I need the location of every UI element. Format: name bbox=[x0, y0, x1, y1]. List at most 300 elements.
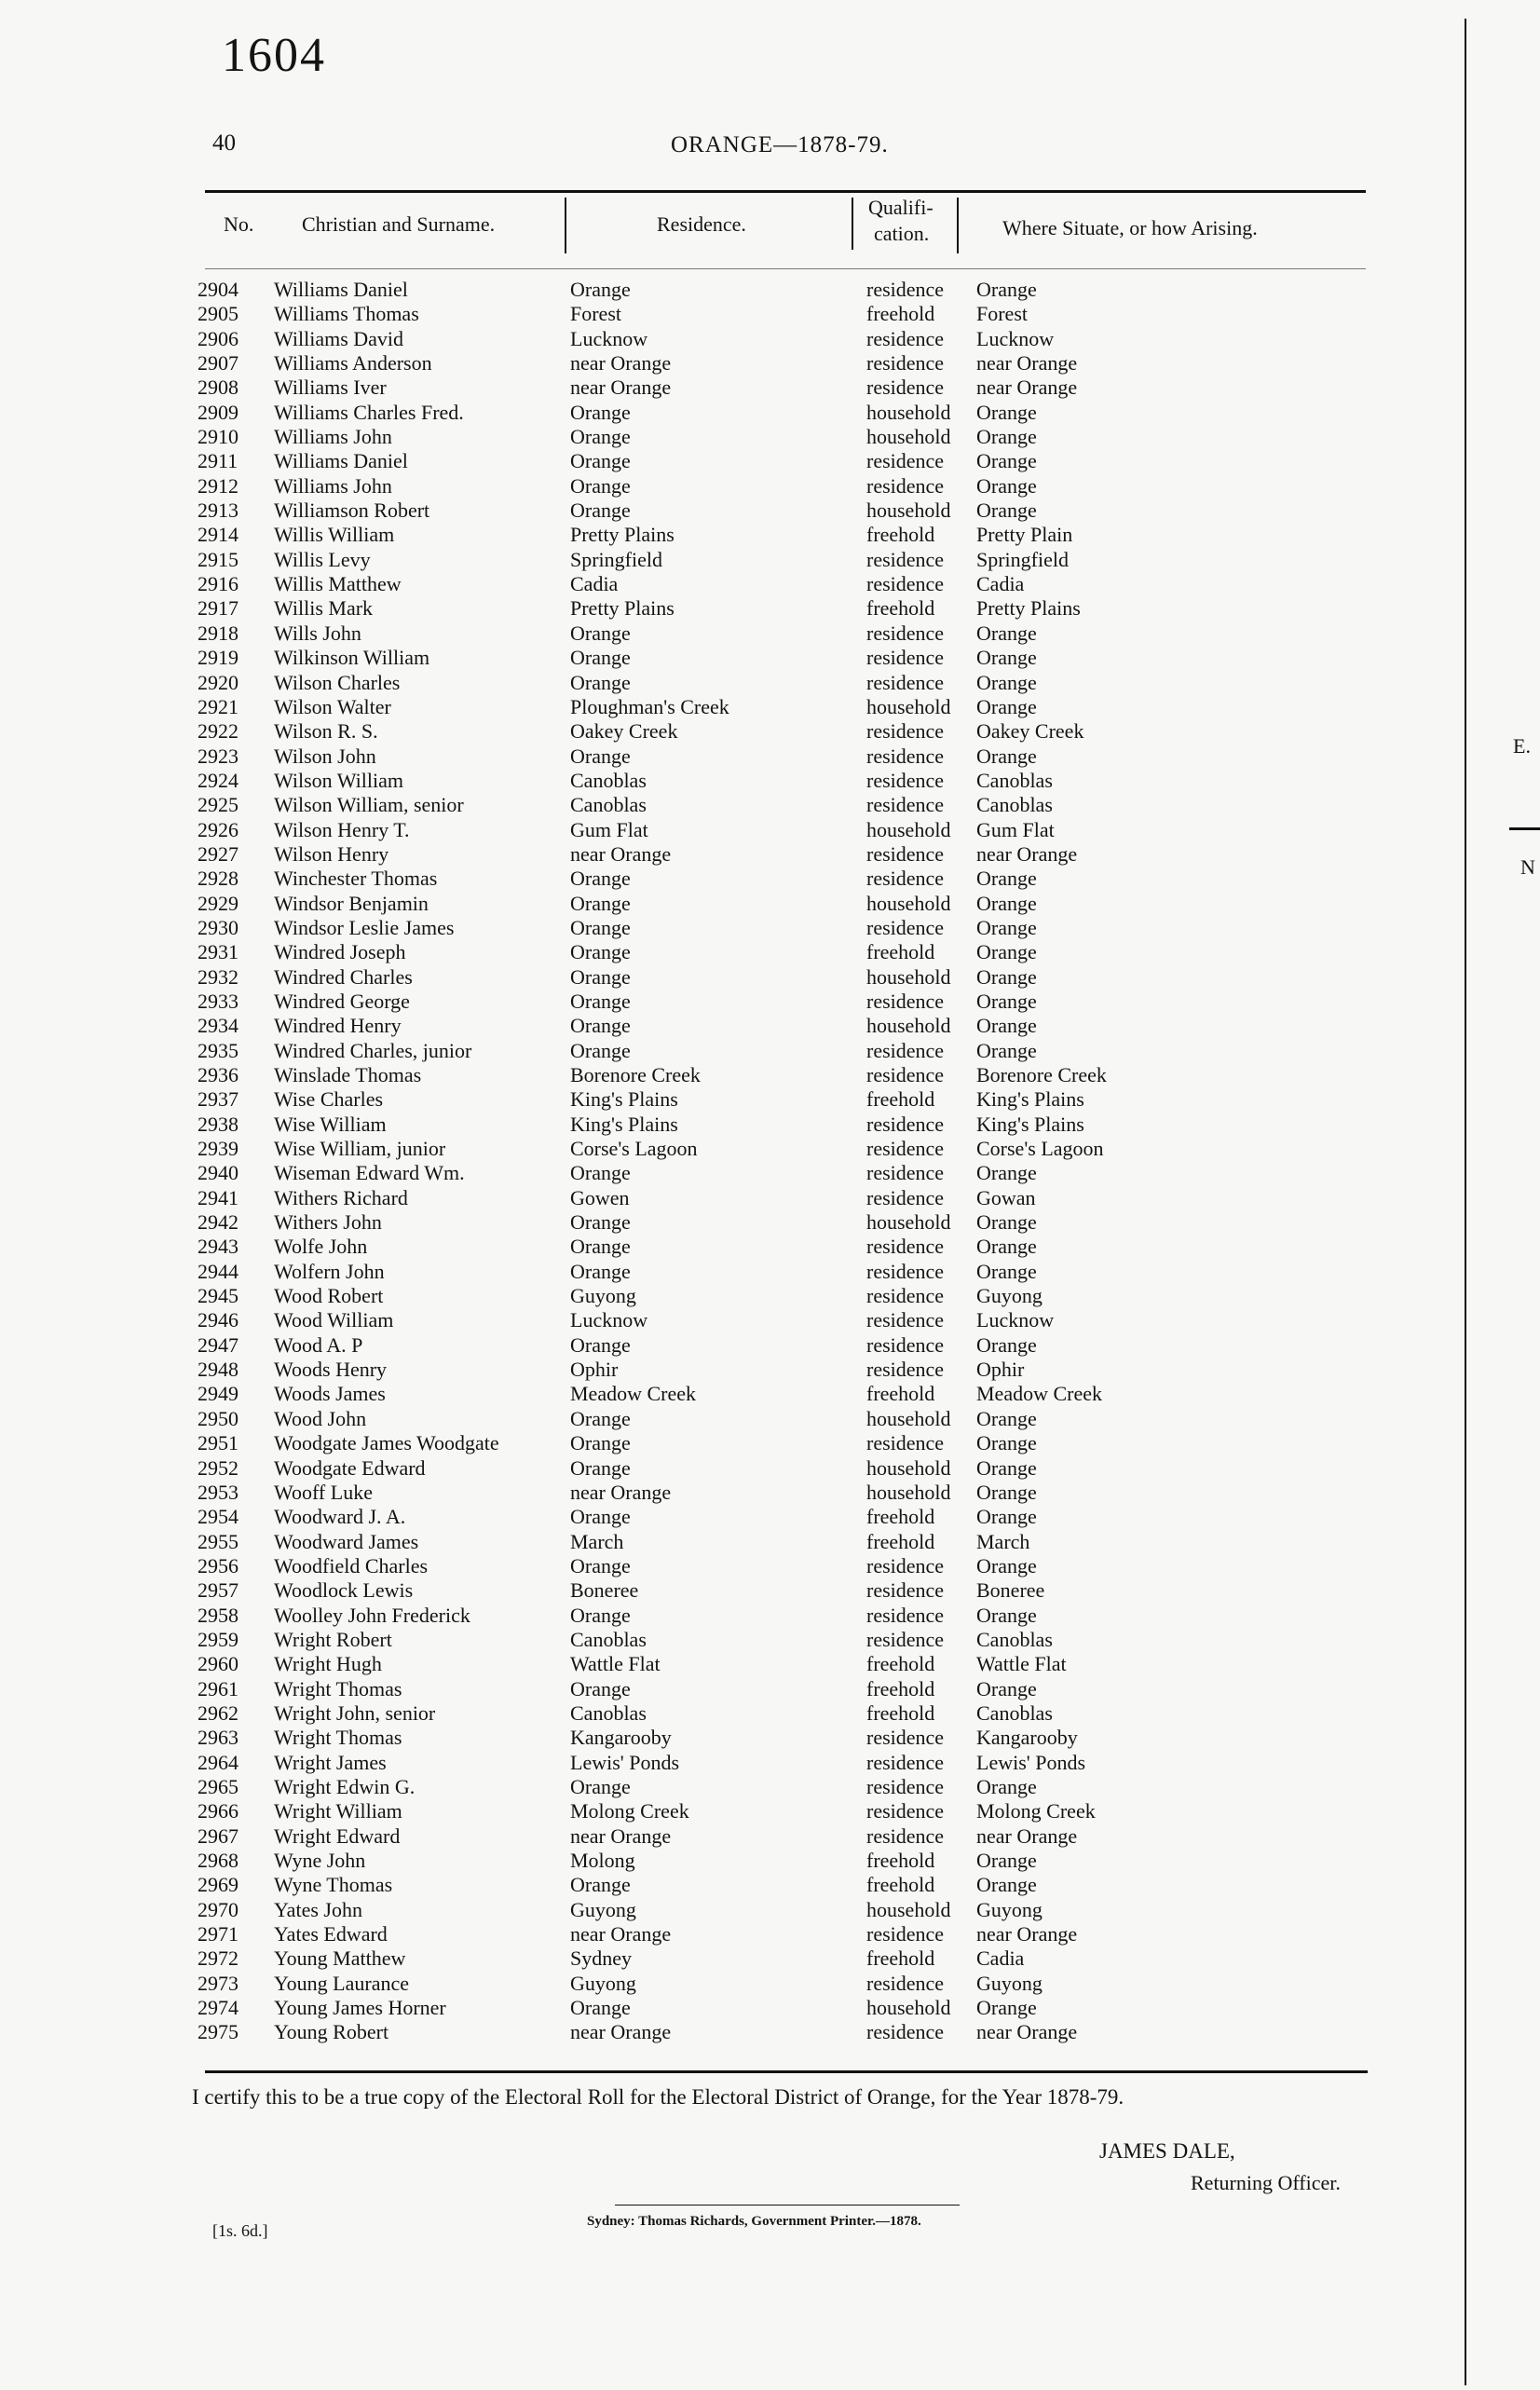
table-row bbox=[198, 572, 1371, 596]
voter-where-situate: Orange bbox=[976, 646, 1037, 670]
voter-where-situate: Orange bbox=[976, 1849, 1037, 1872]
voter-qualification: residence bbox=[866, 768, 945, 792]
voter-name: Williams Iver bbox=[274, 376, 387, 400]
page-title: ORANGE—1878-79. bbox=[671, 132, 889, 157]
voter-qualification: household bbox=[866, 1014, 951, 1038]
voter-where-situate: Orange bbox=[976, 989, 1037, 1013]
voter-qualification: residence bbox=[866, 1971, 945, 1995]
voter-qualification: residence bbox=[866, 1750, 945, 1774]
voter-number: 2948 bbox=[198, 1358, 238, 1382]
table-row bbox=[198, 1824, 1371, 1849]
voter-name: Wolfe John bbox=[274, 1235, 368, 1259]
voter-name: Williamson Robert bbox=[274, 498, 430, 523]
table-row bbox=[198, 1505, 1371, 1529]
voter-number: 2962 bbox=[198, 1700, 238, 1725]
voter-residence: Orange bbox=[570, 867, 631, 891]
voter-qualification: household bbox=[866, 1480, 951, 1504]
voter-where-situate: Guyong bbox=[976, 1284, 1043, 1308]
voter-where-situate: Canoblas bbox=[976, 768, 1053, 792]
voter-where-situate: near Orange bbox=[976, 1922, 1078, 1946]
certification-text: I certify this to be a true copy of the Electoral Roll for the Electoral District of Orange, for the Year 1878-79. bbox=[192, 2085, 1124, 2109]
voter-name: Williams David bbox=[274, 326, 404, 350]
voter-name: Winslade Thomas bbox=[274, 1063, 422, 1086]
adjacent-page-line bbox=[1465, 19, 1466, 2385]
voter-where-situate: near Orange bbox=[976, 1823, 1078, 1848]
voter-number: 2935 bbox=[198, 1038, 238, 1062]
voter-qualification: household bbox=[866, 964, 951, 989]
printer-rule bbox=[615, 2205, 960, 2206]
voter-where-situate: King's Plains bbox=[976, 1087, 1084, 1112]
table-header bbox=[205, 192, 1365, 266]
voter-number: 2932 bbox=[198, 964, 238, 989]
voter-qualification: residence bbox=[866, 1235, 945, 1259]
voter-name: Yates John bbox=[274, 1897, 362, 1921]
header-name: Christian and Surname. bbox=[302, 212, 496, 236]
voter-residence: near Orange bbox=[570, 1823, 672, 1848]
voter-qualification: household bbox=[866, 817, 951, 841]
voter-name: Williams Anderson bbox=[274, 351, 432, 376]
voter-where-situate: Kangarooby bbox=[976, 1726, 1078, 1750]
table-row bbox=[198, 1628, 1371, 1652]
voter-where-situate: Ophir bbox=[976, 1358, 1025, 1382]
voter-name: Woodlock Lewis bbox=[274, 1578, 414, 1603]
voter-qualification: residence bbox=[866, 1137, 945, 1161]
voter-residence: Ophir bbox=[570, 1358, 619, 1382]
voter-name: Wolfern John bbox=[274, 1259, 385, 1283]
table-row bbox=[198, 646, 1371, 670]
voter-name: Windsor Benjamin bbox=[274, 891, 429, 915]
voter-where-situate: Springfield bbox=[976, 547, 1069, 571]
voter-residence: Pretty Plains bbox=[570, 596, 675, 621]
voter-where-situate: Orange bbox=[976, 1235, 1037, 1259]
voter-residence: Borenore Creek bbox=[570, 1063, 701, 1086]
voter-qualification: residence bbox=[866, 1185, 945, 1209]
adjacent-page-edge bbox=[1461, 0, 1540, 2390]
voter-residence: Springfield bbox=[570, 547, 662, 571]
voter-residence: Orange bbox=[570, 1038, 631, 1062]
table-row bbox=[198, 1382, 1371, 1406]
voter-where-situate: Orange bbox=[976, 1603, 1037, 1627]
voter-number: 2971 bbox=[198, 1922, 238, 1946]
signer-name: JAMES DALE, bbox=[1099, 2139, 1235, 2163]
voter-name: Woodward J. A. bbox=[274, 1505, 406, 1529]
voter-name: Willis Matthew bbox=[274, 572, 402, 596]
voter-name: Wiseman Edward Wm. bbox=[274, 1161, 465, 1185]
voter-number: 2915 bbox=[198, 547, 238, 571]
voter-name: Windsor Leslie James bbox=[274, 915, 455, 939]
table-row bbox=[198, 1972, 1371, 1996]
table-row bbox=[198, 1063, 1371, 1087]
header-qualification-2: cation. bbox=[874, 222, 930, 245]
table-row bbox=[198, 1996, 1371, 2020]
header-divider-2 bbox=[852, 198, 853, 250]
voter-qualification: residence bbox=[866, 646, 945, 670]
voter-residence: Orange bbox=[570, 1774, 631, 1798]
table-row bbox=[198, 2020, 1371, 2044]
voter-number: 2957 bbox=[198, 1578, 238, 1603]
voter-qualification: residence bbox=[866, 1284, 945, 1308]
header-where: Where Situate, or how Arising. bbox=[1002, 216, 1258, 239]
voter-residence: Orange bbox=[570, 1676, 631, 1700]
voter-name: Woods Henry bbox=[274, 1358, 388, 1382]
voter-residence: Orange bbox=[570, 1210, 631, 1235]
table-row bbox=[198, 1799, 1371, 1823]
voter-residence: Orange bbox=[570, 891, 631, 915]
voter-number: 2974 bbox=[198, 1996, 238, 2020]
voter-residence: Orange bbox=[570, 1505, 631, 1529]
voter-number: 2961 bbox=[198, 1676, 238, 1700]
adjacent-page-rule bbox=[1509, 827, 1540, 830]
table-row bbox=[198, 671, 1371, 695]
table-row bbox=[198, 916, 1371, 940]
table-row bbox=[198, 1652, 1371, 1676]
voter-where-situate: Orange bbox=[976, 891, 1037, 915]
table-row bbox=[198, 474, 1371, 498]
table-row bbox=[198, 1922, 1371, 1946]
table-row bbox=[198, 1578, 1371, 1603]
table-row bbox=[198, 1235, 1371, 1259]
voter-qualification: residence bbox=[866, 1161, 945, 1185]
table-row bbox=[198, 867, 1371, 891]
voter-name: Wright Hugh bbox=[274, 1652, 382, 1676]
signer-title: Returning Officer. bbox=[1191, 2171, 1341, 2194]
voter-where-situate: Guyong bbox=[976, 1897, 1043, 1921]
voter-residence: Orange bbox=[570, 1455, 631, 1480]
voter-number: 2920 bbox=[198, 670, 238, 694]
table-row bbox=[198, 1333, 1371, 1358]
voter-number: 2946 bbox=[198, 1308, 238, 1332]
table-row bbox=[198, 990, 1371, 1014]
voter-where-situate: Forest bbox=[976, 302, 1028, 326]
table-row bbox=[198, 1087, 1371, 1112]
voter-where-situate: Orange bbox=[976, 867, 1037, 891]
voter-name: Windred George bbox=[274, 989, 410, 1013]
table-row bbox=[198, 278, 1371, 302]
table-row bbox=[198, 401, 1371, 425]
voter-residence: Forest bbox=[570, 302, 621, 326]
voter-number: 2945 bbox=[198, 1284, 238, 1308]
voter-residence: Orange bbox=[570, 915, 631, 939]
voter-where-situate: Orange bbox=[976, 1455, 1037, 1480]
voter-name: Young Laurance bbox=[274, 1971, 410, 1995]
voter-residence: Orange bbox=[570, 964, 631, 989]
voter-number: 2930 bbox=[198, 915, 238, 939]
voter-name: Windred Charles, junior bbox=[274, 1038, 472, 1062]
voter-number: 2919 bbox=[198, 646, 238, 670]
voter-name: Wright William bbox=[274, 1799, 402, 1823]
voter-residence: Orange bbox=[570, 670, 631, 694]
voter-where-situate: near Orange bbox=[976, 351, 1078, 376]
voter-residence: March bbox=[570, 1529, 624, 1553]
table-row bbox=[198, 548, 1371, 572]
voter-where-situate: Pretty Plain bbox=[976, 523, 1073, 547]
voter-name: Windred Charles bbox=[274, 964, 413, 989]
voter-number: 2931 bbox=[198, 940, 238, 964]
voter-name: Wright John, senior bbox=[274, 1700, 436, 1725]
voter-residence: Orange bbox=[570, 1014, 631, 1038]
header-no: No. bbox=[224, 212, 254, 236]
voter-name: Wood John bbox=[274, 1406, 367, 1430]
voter-number: 2925 bbox=[198, 793, 238, 817]
voter-number: 2910 bbox=[198, 425, 238, 449]
table-row bbox=[198, 892, 1371, 916]
voter-name: Williams John bbox=[274, 425, 392, 449]
voter-number: 2953 bbox=[198, 1480, 238, 1504]
voter-number: 2944 bbox=[198, 1259, 238, 1283]
table-row bbox=[198, 1849, 1371, 1873]
page-number: 40 bbox=[212, 130, 236, 156]
header-qualification-1: Qualifi- bbox=[868, 196, 934, 219]
voter-qualification: freehold bbox=[866, 596, 935, 621]
voter-where-situate: Orange bbox=[976, 1676, 1037, 1700]
voter-qualification: freehold bbox=[866, 1849, 935, 1872]
voter-number: 2916 bbox=[198, 572, 238, 596]
voter-number: 2929 bbox=[198, 891, 238, 915]
voter-where-situate: Orange bbox=[976, 1406, 1037, 1430]
voter-residence: Orange bbox=[570, 1406, 631, 1430]
table-row bbox=[198, 1481, 1371, 1505]
voter-residence: Molong bbox=[570, 1849, 635, 1872]
voter-qualification: freehold bbox=[866, 940, 935, 964]
voter-where-situate: Orange bbox=[976, 278, 1037, 301]
table-row bbox=[198, 1898, 1371, 1922]
table-row bbox=[198, 1407, 1371, 1431]
voter-qualification: residence bbox=[866, 1799, 945, 1823]
voter-number: 2970 bbox=[198, 1897, 238, 1921]
voter-name: Wyne John bbox=[274, 1849, 366, 1872]
voter-residence: Wattle Flat bbox=[570, 1652, 661, 1676]
voter-name: Wyne Thomas bbox=[274, 1873, 393, 1897]
voter-qualification: residence bbox=[866, 1358, 945, 1382]
voter-where-situate: Orange bbox=[976, 473, 1037, 498]
voter-residence: Orange bbox=[570, 1553, 631, 1577]
voter-qualification: residence bbox=[866, 1038, 945, 1062]
voter-residence: Orange bbox=[570, 1332, 631, 1357]
voter-residence: Orange bbox=[570, 449, 631, 473]
voter-where-situate: Orange bbox=[976, 1161, 1037, 1185]
voter-number: 2943 bbox=[198, 1235, 238, 1259]
voter-where-situate: Orange bbox=[976, 1553, 1037, 1577]
voter-name: Wood Robert bbox=[274, 1284, 384, 1308]
voter-number: 2952 bbox=[198, 1455, 238, 1480]
voter-where-situate: Orange bbox=[976, 498, 1037, 523]
voter-qualification: residence bbox=[866, 2020, 945, 2044]
voter-residence: Orange bbox=[570, 1996, 631, 2020]
voter-where-situate: Orange bbox=[976, 915, 1037, 939]
voter-number: 2951 bbox=[198, 1431, 238, 1455]
voter-qualification: residence bbox=[866, 915, 945, 939]
voter-number: 2975 bbox=[198, 2020, 238, 2044]
voter-number: 2924 bbox=[198, 768, 238, 792]
voter-name: Willis William bbox=[274, 523, 395, 547]
voter-name: Wilson John bbox=[274, 744, 376, 768]
voter-residence: near Orange bbox=[570, 2020, 672, 2044]
voter-residence: Canoblas bbox=[570, 1627, 647, 1651]
voter-where-situate: Cadia bbox=[976, 1946, 1025, 1971]
voter-where-situate: Lucknow bbox=[976, 326, 1055, 350]
voter-qualification: residence bbox=[866, 621, 945, 645]
voter-residence: Orange bbox=[570, 425, 631, 449]
voter-where-situate: March bbox=[976, 1529, 1030, 1553]
voter-qualification: residence bbox=[866, 1063, 945, 1086]
voter-name: Woodfield Charles bbox=[274, 1553, 429, 1577]
voter-name: Williams Daniel bbox=[274, 449, 408, 473]
voter-qualification: residence bbox=[866, 326, 945, 350]
voter-name: Woodgate Edward bbox=[274, 1455, 426, 1480]
table-row bbox=[198, 940, 1371, 964]
voter-residence: Orange bbox=[570, 621, 631, 645]
voter-name: Woodward James bbox=[274, 1529, 419, 1553]
voter-residence: Orange bbox=[570, 744, 631, 768]
voter-qualification: residence bbox=[866, 744, 945, 768]
voter-name: Woods James bbox=[274, 1382, 386, 1406]
voter-residence: Guyong bbox=[570, 1284, 636, 1308]
voter-residence: Orange bbox=[570, 473, 631, 498]
voter-name: Wright Robert bbox=[274, 1627, 392, 1651]
voter-qualification: freehold bbox=[866, 302, 935, 326]
voter-number: 2941 bbox=[198, 1185, 238, 1209]
voter-name: Wilson Charles bbox=[274, 670, 401, 694]
table-row bbox=[198, 621, 1371, 646]
voter-where-situate: Orange bbox=[976, 964, 1037, 989]
voter-residence: Orange bbox=[570, 400, 631, 424]
table-row bbox=[198, 1946, 1371, 1971]
voter-residence: Canoblas bbox=[570, 793, 647, 817]
voter-residence: Orange bbox=[570, 278, 631, 301]
voter-where-situate: King's Plains bbox=[976, 1112, 1084, 1136]
voter-residence: Orange bbox=[570, 1235, 631, 1259]
table-row bbox=[198, 1358, 1371, 1382]
voter-number: 2936 bbox=[198, 1063, 238, 1086]
voter-where-situate: Cadia bbox=[976, 572, 1025, 596]
voter-qualification: residence bbox=[866, 547, 945, 571]
voter-number: 2923 bbox=[198, 744, 238, 768]
voter-qualification: residence bbox=[866, 572, 945, 596]
voter-name: Wills John bbox=[274, 621, 361, 645]
table-row bbox=[198, 719, 1371, 744]
voter-number: 2942 bbox=[198, 1210, 238, 1235]
voter-name: Wise William bbox=[274, 1112, 387, 1136]
voter-where-situate: Orange bbox=[976, 1431, 1037, 1455]
voter-qualification: residence bbox=[866, 1112, 945, 1136]
voter-residence: Gum Flat bbox=[570, 817, 648, 841]
voter-number: 2908 bbox=[198, 376, 238, 400]
voter-name: Woolley John Frederick bbox=[274, 1603, 470, 1627]
voter-name: Wright Edwin G. bbox=[274, 1774, 416, 1798]
table-row bbox=[198, 965, 1371, 990]
voter-residence: Orange bbox=[570, 1873, 631, 1897]
adjacent-page-fragment-e: E. bbox=[1513, 734, 1531, 758]
voter-name: Williams Thomas bbox=[274, 302, 419, 326]
header-divider-3 bbox=[957, 198, 959, 253]
voter-number: 2966 bbox=[198, 1799, 238, 1823]
voter-qualification: residence bbox=[866, 351, 945, 376]
voter-qualification: household bbox=[866, 1406, 951, 1430]
voter-residence: Canoblas bbox=[570, 768, 647, 792]
price-label: [1s. 6d.] bbox=[212, 2221, 268, 2240]
voter-residence: Orange bbox=[570, 1431, 631, 1455]
table-row bbox=[198, 793, 1371, 817]
voter-residence: Pretty Plains bbox=[570, 523, 675, 547]
voter-qualification: residence bbox=[866, 841, 945, 866]
voter-qualification: residence bbox=[866, 1553, 945, 1577]
table-row bbox=[198, 1456, 1371, 1481]
voter-qualification: household bbox=[866, 498, 951, 523]
voter-qualification: residence bbox=[866, 670, 945, 694]
table-row bbox=[198, 842, 1371, 867]
voter-qualification: residence bbox=[866, 1259, 945, 1283]
voter-qualification: residence bbox=[866, 867, 945, 891]
table-row bbox=[198, 1554, 1371, 1578]
voter-qualification: household bbox=[866, 400, 951, 424]
voter-qualification: residence bbox=[866, 1922, 945, 1946]
voter-number: 2926 bbox=[198, 817, 238, 841]
voter-qualification: household bbox=[866, 1996, 951, 2020]
printer-imprint: Sydney: Thomas Richards, Government Printer.—1878. bbox=[587, 2214, 921, 2229]
voter-qualification: household bbox=[866, 891, 951, 915]
voter-residence: Guyong bbox=[570, 1897, 636, 1921]
table-row bbox=[198, 376, 1371, 400]
voter-number: 2964 bbox=[198, 1750, 238, 1774]
voter-number: 2912 bbox=[198, 473, 238, 498]
table-row bbox=[198, 1308, 1371, 1332]
voter-name: Wilson Walter bbox=[274, 694, 391, 718]
voter-name: Wilson William, senior bbox=[274, 793, 464, 817]
voter-name: Williams John bbox=[274, 473, 392, 498]
voter-name: Windred Henry bbox=[274, 1014, 402, 1038]
voter-where-situate: Canoblas bbox=[976, 793, 1053, 817]
voter-where-situate: Wattle Flat bbox=[976, 1652, 1067, 1676]
voter-number: 2968 bbox=[198, 1849, 238, 1872]
voter-where-situate: Orange bbox=[976, 1996, 1037, 2020]
archive-stamp-number: 1604 bbox=[222, 29, 326, 82]
voter-qualification: residence bbox=[866, 989, 945, 1013]
voter-name: Wilkinson William bbox=[274, 646, 430, 670]
table-row bbox=[198, 769, 1371, 793]
voter-qualification: household bbox=[866, 1897, 951, 1921]
voter-name: Willis Mark bbox=[274, 596, 374, 621]
voter-number: 2956 bbox=[198, 1553, 238, 1577]
voter-qualification: residence bbox=[866, 1431, 945, 1455]
voter-where-situate: Orange bbox=[976, 1480, 1037, 1504]
voter-where-situate: Orange bbox=[976, 621, 1037, 645]
table-row bbox=[198, 1775, 1371, 1799]
voter-residence: near Orange bbox=[570, 351, 672, 376]
voter-residence: near Orange bbox=[570, 376, 672, 400]
voter-qualification: freehold bbox=[866, 1946, 935, 1971]
voter-residence: Cadia bbox=[570, 572, 619, 596]
voter-where-situate: Orange bbox=[976, 670, 1037, 694]
voter-where-situate: Orange bbox=[976, 1210, 1037, 1235]
table-row bbox=[198, 523, 1371, 547]
voter-number: 2973 bbox=[198, 1971, 238, 1995]
voter-where-situate: Orange bbox=[976, 1774, 1037, 1798]
voter-residence: King's Plains bbox=[570, 1087, 678, 1112]
table-row bbox=[198, 1873, 1371, 1897]
voter-number: 2940 bbox=[198, 1161, 238, 1185]
voter-number: 2914 bbox=[198, 523, 238, 547]
voter-where-situate: Lucknow bbox=[976, 1308, 1055, 1332]
voter-where-situate: Molong Creek bbox=[976, 1799, 1096, 1823]
table-row bbox=[198, 498, 1371, 523]
voter-qualification: residence bbox=[866, 1726, 945, 1750]
table-row bbox=[198, 1284, 1371, 1308]
voter-residence: Ploughman's Creek bbox=[570, 694, 729, 718]
voter-where-situate: Orange bbox=[976, 1259, 1037, 1283]
voter-name: Wright Thomas bbox=[274, 1676, 402, 1700]
table-row bbox=[198, 449, 1371, 473]
voter-number: 2921 bbox=[198, 694, 238, 718]
